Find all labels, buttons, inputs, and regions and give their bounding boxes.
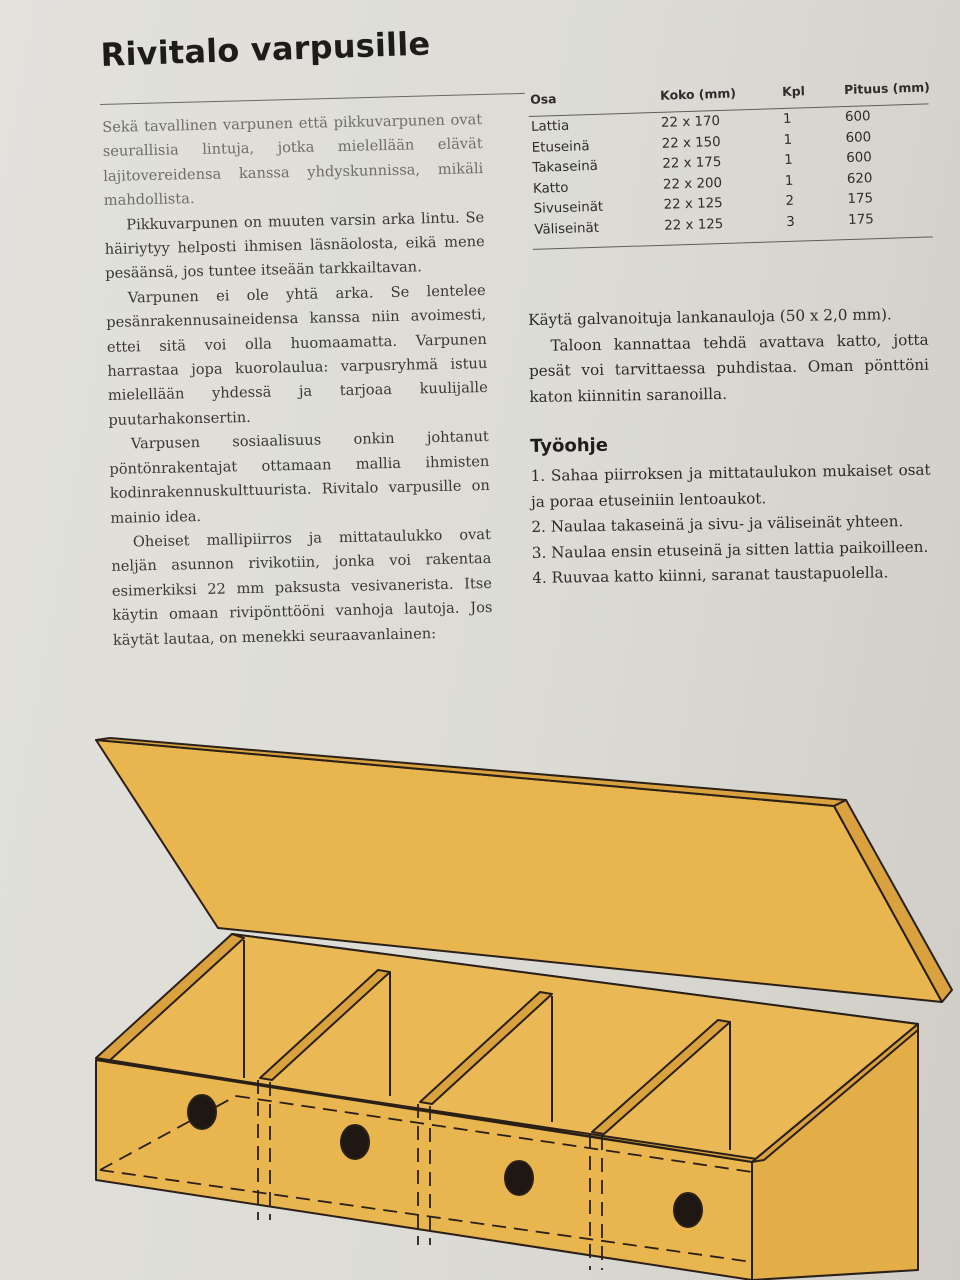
table-cell: 22 x 200 <box>662 175 723 193</box>
roof-paragraph: Taloon kannattaa tehdä avattava katto, jotta pesät voi tarvittaessa puhdistaa. Oman pönttöni katon kiinnitin saranoilla. <box>528 330 930 406</box>
table-cell: Takaseinä <box>532 158 599 176</box>
table-cell: 175 <box>847 211 874 228</box>
table-cell: 3 <box>785 214 795 230</box>
materials-table <box>528 79 933 249</box>
table-cell: 175 <box>847 191 874 208</box>
intro-paragraph-2: Pikkuvarpunen on muuten varsin arka lintu. Se häiriytyy helposti ihmisen läsnäolosta, eikä mene pesäänsä, jos tuntee itseään tarkkailtavan. <box>104 208 485 283</box>
table-cell: 600 <box>846 150 873 167</box>
table-cell: Etuseinä <box>531 138 590 156</box>
intro-paragraph-5: Oheiset mallipiirros ja mittataulukko ovat neljän asunnon rivikotiin, jonka voi rakentaa esimerkiksi 22 mm paksusta vesivanerista. Itse käytin omaan rivipönttööni vanhoja lautoja. Jos käytät lautaa, on menekki seuraavanlainen: <box>111 525 493 649</box>
instruction-step: 3. Naulaa ensin etuseinä ja sitten lattia paikoilleen. <box>531 537 929 562</box>
instructions-column <box>528 302 932 592</box>
table-header-cell: Pituus (mm) <box>843 79 931 98</box>
instruction-step: 1. Sahaa piirroksen ja mittataulukon mukaiset osat ja poraa etuseiniin lentoaukot. <box>530 460 931 511</box>
instruction-step: 2. Naulaa takaseinä ja sivu- ja väliseinät yhteen. <box>531 512 904 537</box>
table-cell: 22 x 125 <box>663 195 723 213</box>
table-cell: 1 <box>784 173 794 189</box>
table-cell: 2 <box>785 193 795 209</box>
table-cell: 600 <box>845 129 872 146</box>
entrance-hole <box>341 1125 369 1159</box>
table-cell: 1 <box>783 132 793 148</box>
table-cell: Lattia <box>530 118 570 135</box>
table-cell: 22 x 125 <box>664 216 724 234</box>
intro-paragraph-1: Sekä tavallinen varpunen että pikkuvarpunen ovat seurallisia lintuja, jotka mielellään elävät lajitovereidensa kanssa yhdyskunnissa, mikäli mahdollista. <box>102 111 484 210</box>
table-cell: Sivuseinät <box>533 199 604 217</box>
table-header-cell: Osa <box>529 91 557 107</box>
intro-paragraph-3: Varpunen ei ole yhtä arka. Se lentelee pesänrakennusaineidensa kanssa niin avoimesti, ettei sitä voi olla huomaamatta. Varpunen harrastaa jopa kuorolaulua: varpusryhmä istuu mielellään yhdessä ja tarjoaa kuulijalle puutarhakonsertin. <box>106 281 488 429</box>
birdhouse-drawing-icon <box>0 700 960 1280</box>
table-cell: 600 <box>844 109 871 126</box>
entrance-hole <box>188 1095 216 1129</box>
entrance-hole <box>505 1161 533 1195</box>
nails-paragraph: Käytä galvanoituja lankanauloja (50 x 2,0 mm). <box>528 305 892 329</box>
page-title: Rivitalo varpusille <box>100 24 431 74</box>
instructions-heading: Työohje <box>530 435 609 458</box>
table-cell: 22 x 150 <box>661 134 721 152</box>
table-header-cell: Koko (mm) <box>659 85 737 103</box>
intro-text-column <box>102 108 493 653</box>
table-cell: 22 x 175 <box>662 154 722 172</box>
table-cell: 22 x 170 <box>660 113 721 131</box>
title-rule <box>100 93 525 105</box>
table-cell: Katto <box>532 180 569 197</box>
entrance-hole <box>674 1193 702 1227</box>
table-cell: 1 <box>782 111 792 128</box>
table-cell: 620 <box>846 170 873 187</box>
instruction-step: 4. Ruuvaa katto kiinni, saranat taustapuolella. <box>532 563 889 588</box>
table-header-cell: Kpl <box>781 83 806 100</box>
table-cell: 1 <box>784 152 794 168</box>
intro-paragraph-4: Varpusen sosiaalisuus onkin johtanut pöntönrakentajat ottamaan mallia ihmisten kodinrakennuskulttuurista. Rivitalo varpusille on mainio idea. <box>109 428 491 527</box>
table-cell: Väliseinät <box>534 220 600 238</box>
